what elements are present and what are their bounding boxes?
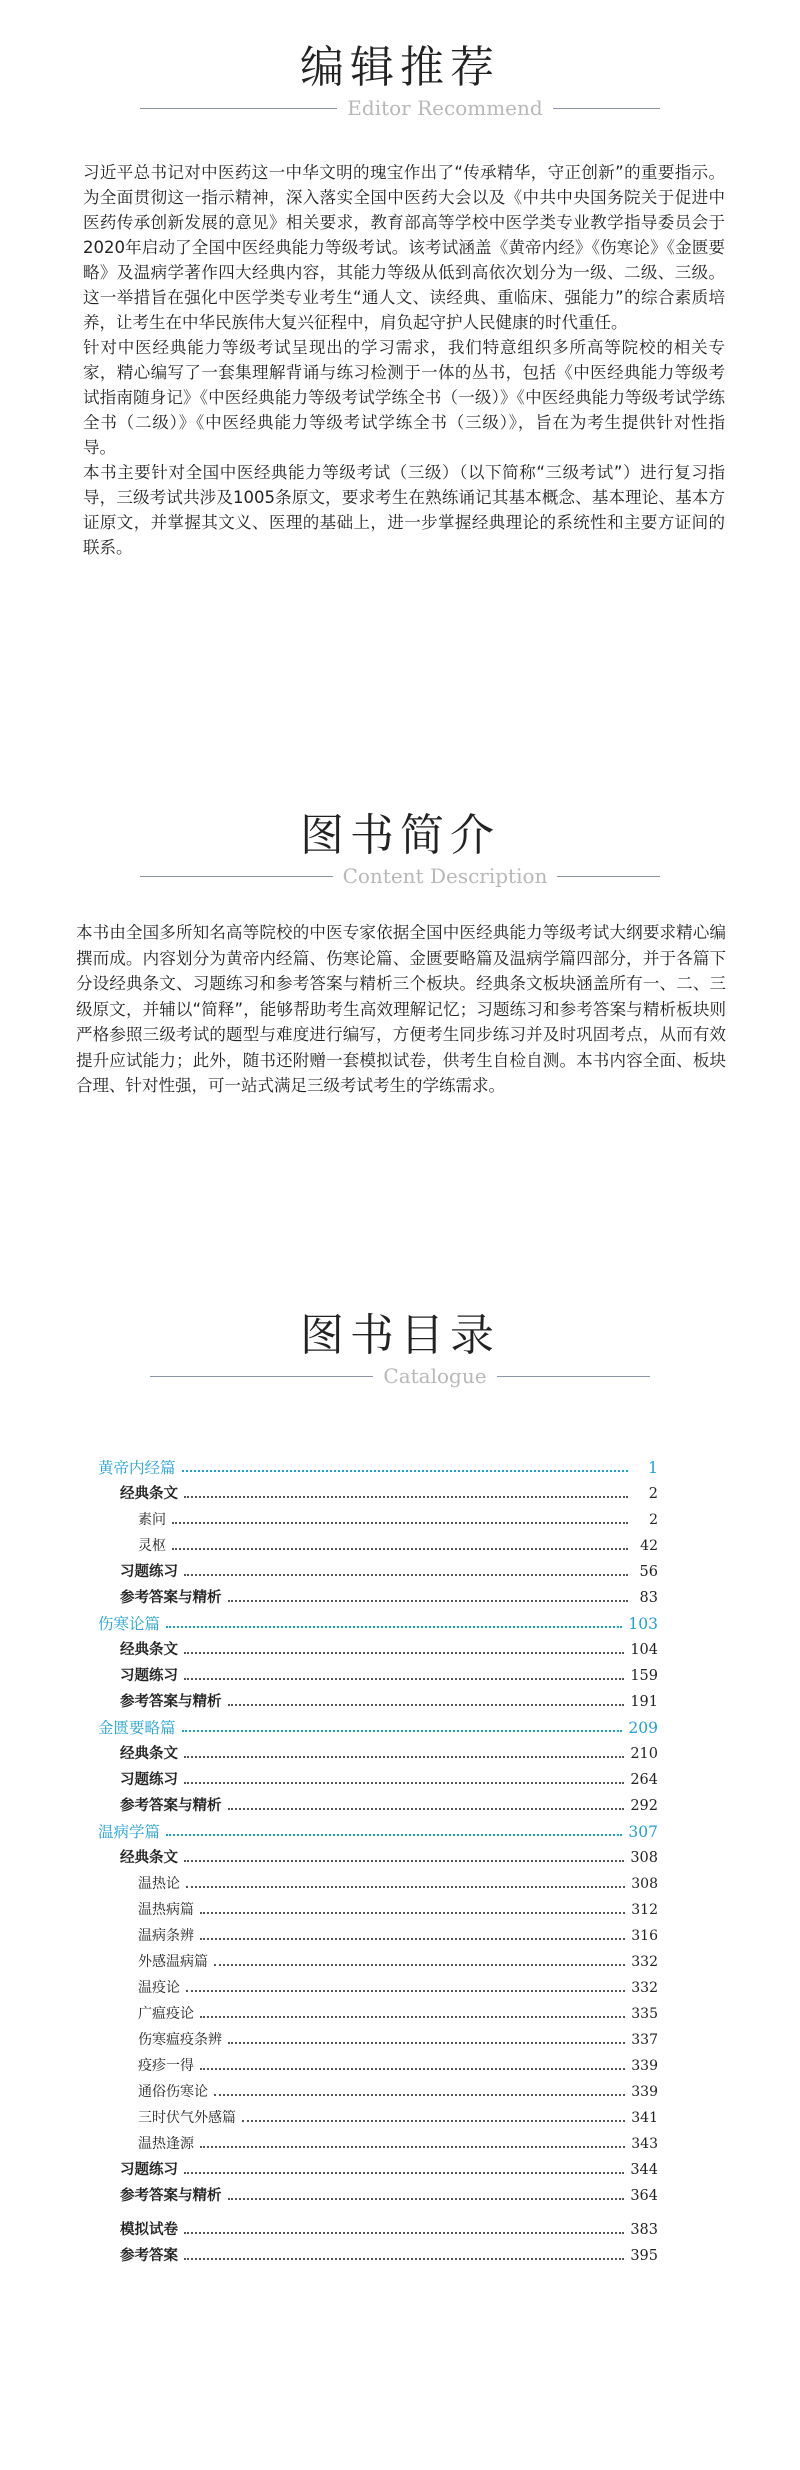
- toc-dot-leader: [186, 1886, 625, 1888]
- toc-entry-part[interactable]: [98, 1611, 658, 1637]
- toc-dot-leader: [184, 2258, 624, 2260]
- toc-dot-leader: [200, 1912, 625, 1914]
- toc-entry-chapter[interactable]: [98, 1481, 658, 1507]
- toc-entry-title: 参考答案: [120, 2248, 178, 2264]
- toc-entry-title: 广瘟疫论: [138, 2006, 194, 2022]
- toc-entry-title: 温热病篇: [138, 1902, 194, 1918]
- toc-entry-title: 素问: [138, 1512, 166, 1528]
- toc-dot-leader: [172, 1522, 628, 1524]
- toc-entry-sub[interactable]: [98, 1923, 658, 1949]
- toc-page-number: 383: [630, 2222, 658, 2238]
- editor-section-title: 编辑推荐: [300, 42, 500, 93]
- toc-dot-leader: [184, 2172, 624, 2174]
- toc-entry-part[interactable]: [98, 1715, 658, 1741]
- toc-entry-chapter[interactable]: [98, 1663, 658, 1689]
- toc-entry-chapter[interactable]: [98, 1585, 658, 1611]
- toc-page-number: 335: [631, 2006, 658, 2022]
- toc-page-number: 83: [639, 1590, 658, 1606]
- toc-entry-chapter[interactable]: [98, 1767, 658, 1793]
- toc-page-number: 1: [648, 1459, 658, 1477]
- toc-dot-leader: [166, 1834, 622, 1836]
- toc-dot-leader: [228, 1704, 625, 1706]
- toc-entry-title: 经典条文: [120, 1486, 178, 1502]
- toc-entry-sub[interactable]: [98, 1507, 658, 1533]
- toc-page-number: 56: [639, 1564, 658, 1580]
- toc-page-number: 210: [630, 1746, 658, 1762]
- toc-entry-chapter[interactable]: [98, 1559, 658, 1585]
- toc-entry-title: 参考答案与精析: [120, 2188, 222, 2204]
- toc-entry-title: 参考答案与精析: [120, 1798, 222, 1814]
- toc-entry-sub[interactable]: [98, 2131, 658, 2157]
- toc-entry-title: 外感温病篇: [138, 1954, 208, 1970]
- toc-page-number: 364: [630, 2188, 658, 2204]
- toc-page-number: 104: [630, 1642, 658, 1658]
- toc-entry-sub[interactable]: [98, 1897, 658, 1923]
- editor-paragraph: 习近平总书记对中医药这一中华文明的瑰宝作出了“传承精华，守正创新”的重要指示。为全面贯彻这一指示精神，深入落实全国中医药大会以及《中共中央国务院关于促进中医药传承创新发展的意见》相关要求，教育部高等学校中医学类专业教学指导委员会于2020年启动了全国中医经典能力等级考试。该考试涵盖《黄帝内经》《伤寒论》《金匮要略》及温病学著作四大经典内容，其能力等级从低到高依次划分为一级、二级、三级。这一举措旨在强化中医学类专业考生“通人文、读经典、重临床、强能力”的综合素质培养，让考生在中华民族伟大复兴征程中，肩负起守护人民健康的时代重任。: [83, 163, 725, 332]
- toc-entry-sub[interactable]: [98, 2027, 658, 2053]
- toc-entry-sub[interactable]: [98, 1871, 658, 1897]
- catalogue-section-subtitle: Catalogue: [373, 1364, 496, 1388]
- toc-page-number: 159: [630, 1668, 658, 1684]
- toc-dot-leader: [184, 1782, 624, 1784]
- toc-dot-leader: [228, 2198, 625, 2200]
- toc-dot-leader: [184, 1496, 628, 1498]
- toc-dot-leader: [228, 1808, 625, 1810]
- toc-entry-chapter[interactable]: [98, 1637, 658, 1663]
- toc-page-number: 395: [630, 2248, 658, 2264]
- toc-dot-leader: [214, 1964, 625, 1966]
- toc-dot-leader: [182, 1730, 623, 1732]
- toc-dot-leader: [200, 2146, 625, 2148]
- toc-page-number: 264: [630, 1772, 658, 1788]
- toc-entry-title: 通俗伤寒论: [138, 2084, 208, 2100]
- content-description-text: 本书由全国多所知名高等院校的中医专家依据全国中医经典能力等级考试大纲要求精心编撰而成。内容划分为黄帝内经篇、伤寒论篇、金匮要略篇及温病学篇四部分，并于各篇下分设经典条文、习题练习和参考答案与精析三个板块。经典条文板块涵盖所有一、二、三级原文，并辅以“简释”，能够帮助考生高效理解记忆；习题练习和参考答案与精析板块则严格参照三级考试的题型与难度进行编写，方便考生同步练习并及时巩固考点，从而有效提升应试能力；此外，随书还附赠一套模拟试卷，供考生自检自测。本书内容全面、板块合理、针对性强，可一站式满足三级考试考生的学练需求。: [76, 923, 726, 1095]
- editor-paragraph: 针对中医经典能力等级考试呈现出的学习需求，我们特意组织多所高等院校的相关专家，精心编写了一套集理解背诵与练习检测于一体的丛书，包括《中医经典能力等级考试指南随身记》《中医经典能力等级考试学练全书（一级）》《中医经典能力等级考试学练全书（二级）》《中医经典能力等级考试学练全书（三级）》，旨在为考生提供针对性指导。: [83, 338, 725, 457]
- toc-entry-title: 经典条文: [120, 1642, 178, 1658]
- toc-entry-chapter[interactable]: [98, 2157, 658, 2183]
- toc-entry-chapter[interactable]: [98, 1845, 658, 1871]
- toc-entry-sub[interactable]: [98, 2105, 658, 2131]
- toc-entry-title: 经典条文: [120, 1850, 178, 1866]
- toc-dot-leader: [228, 2042, 625, 2044]
- toc-page-number: 307: [628, 1823, 658, 1841]
- toc-entry-chapter[interactable]: [98, 1741, 658, 1767]
- toc-entry-sub[interactable]: [98, 2079, 658, 2105]
- toc-page-number: 308: [630, 1850, 658, 1866]
- toc-page-number: 292: [630, 1798, 658, 1814]
- toc-dot-leader: [242, 2120, 625, 2122]
- catalogue-section-header: [0, 1308, 800, 1388]
- toc-entry-title: 温热论: [138, 1876, 180, 1892]
- toc-dot-leader: [228, 1600, 629, 1602]
- editor-paragraph: 本书主要针对全国中医经典能力等级考试（三级）（以下简称“三级考试”）进行复习指导，三级考试共涉及1005条原文，要求考生在熟练诵记其基本概念、基本理论、基本方证原文，并掌握其文义、医理的基础上，进一步掌握经典理论的系统性和主要方证间的联系。: [83, 463, 725, 557]
- editor-section-header: [0, 40, 800, 120]
- toc-entry-title: 参考答案与精析: [120, 1590, 222, 1606]
- toc-entry-chapter[interactable]: [98, 1793, 658, 1819]
- toc-dot-leader: [172, 1548, 628, 1550]
- toc-entry-title: 经典条文: [120, 1746, 178, 1762]
- editor-section-subtitle: Editor Recommend: [337, 96, 552, 120]
- toc-page-number: 332: [631, 1980, 658, 1996]
- toc-entry-title: 温热逢源: [138, 2136, 194, 2152]
- toc-entry-sub[interactable]: [98, 1533, 658, 1559]
- toc-page-number: 341: [631, 2110, 658, 2126]
- toc-page-number: 2: [649, 1512, 658, 1528]
- toc-page-number: 344: [630, 2162, 658, 2178]
- toc-page-number: 2: [648, 1486, 658, 1502]
- toc-entry-sub[interactable]: [98, 1949, 658, 1975]
- toc-entry-title: 温病学篇: [98, 1823, 161, 1841]
- toc-entry-title: 疫疹一得: [138, 2058, 194, 2074]
- toc-dot-leader: [184, 2232, 624, 2234]
- toc-entry-title: 黄帝内经篇: [98, 1459, 176, 1477]
- toc-entry-title: 温疫论: [138, 1980, 180, 1996]
- toc-dot-leader: [214, 2094, 625, 2096]
- toc-entry-title: 习题练习: [120, 1668, 178, 1684]
- catalogue-section-title: 图书目录: [300, 1310, 500, 1361]
- toc-dot-leader: [200, 1938, 625, 1940]
- toc-entry-chapter[interactable]: [98, 2183, 658, 2209]
- toc-entry-title: 灵枢: [138, 1538, 166, 1554]
- toc-dot-leader: [200, 2068, 625, 2070]
- toc-page-number: 312: [631, 1902, 658, 1918]
- toc-entry-sub[interactable]: [98, 2001, 658, 2027]
- toc-page-number: 209: [628, 1719, 658, 1737]
- toc-entry-sub[interactable]: [98, 1975, 658, 2001]
- toc-entry-chapter[interactable]: [98, 2217, 658, 2243]
- toc-entry-title: 参考答案与精析: [120, 1694, 222, 1710]
- content-section-subtitle: Content Description: [333, 864, 558, 888]
- toc-page-number: 316: [631, 1928, 658, 1944]
- toc-entry-title: 习题练习: [120, 2162, 178, 2178]
- toc-page-number: 339: [631, 2058, 658, 2074]
- toc-page-number: 343: [631, 2136, 658, 2152]
- toc-entry-chapter[interactable]: [98, 1689, 658, 1715]
- toc-dot-leader: [186, 1990, 625, 1992]
- toc-page-number: 103: [628, 1615, 658, 1633]
- toc-page-number: 42: [640, 1538, 658, 1554]
- toc-entry-title: 三时伏气外感篇: [138, 2110, 236, 2126]
- toc-entry-title: 习题练习: [120, 1772, 178, 1788]
- toc-spacer: [98, 2209, 658, 2217]
- toc-page-number: 308: [631, 1876, 658, 1892]
- editor-recommend-text: [83, 160, 725, 560]
- toc-entry-title: 金匮要略篇: [98, 1719, 176, 1737]
- toc-page-number: 191: [630, 1694, 658, 1710]
- toc-entry-part[interactable]: [98, 1455, 658, 1481]
- toc-entry-title: 伤寒瘟疫条辨: [138, 2032, 222, 2048]
- content-section-header: [0, 808, 800, 888]
- toc-entry-chapter[interactable]: [98, 2243, 658, 2269]
- content-section-title: 图书简介: [300, 810, 500, 861]
- toc-dot-leader: [184, 1756, 624, 1758]
- toc-dot-leader: [184, 1574, 628, 1576]
- toc-entry-title: 习题练习: [120, 1564, 178, 1580]
- toc-dot-leader: [184, 1652, 624, 1654]
- toc-page-number: 337: [631, 2032, 658, 2048]
- toc-page-number: 332: [631, 1954, 658, 1970]
- toc-entry-title: 温病条辨: [138, 1928, 194, 1944]
- toc-page-number: 339: [631, 2084, 658, 2100]
- toc-dot-leader: [200, 2016, 625, 2018]
- toc-entry-sub[interactable]: [98, 2053, 658, 2079]
- toc-entry-part[interactable]: [98, 1819, 658, 1845]
- toc-dot-leader: [184, 1678, 624, 1680]
- table-of-contents: [98, 1455, 658, 2269]
- toc-dot-leader: [182, 1470, 628, 1472]
- toc-dot-leader: [166, 1626, 622, 1628]
- toc-entry-title: 伤寒论篇: [98, 1615, 161, 1633]
- toc-dot-leader: [184, 1860, 624, 1862]
- toc-entry-title: 模拟试卷: [120, 2222, 178, 2238]
